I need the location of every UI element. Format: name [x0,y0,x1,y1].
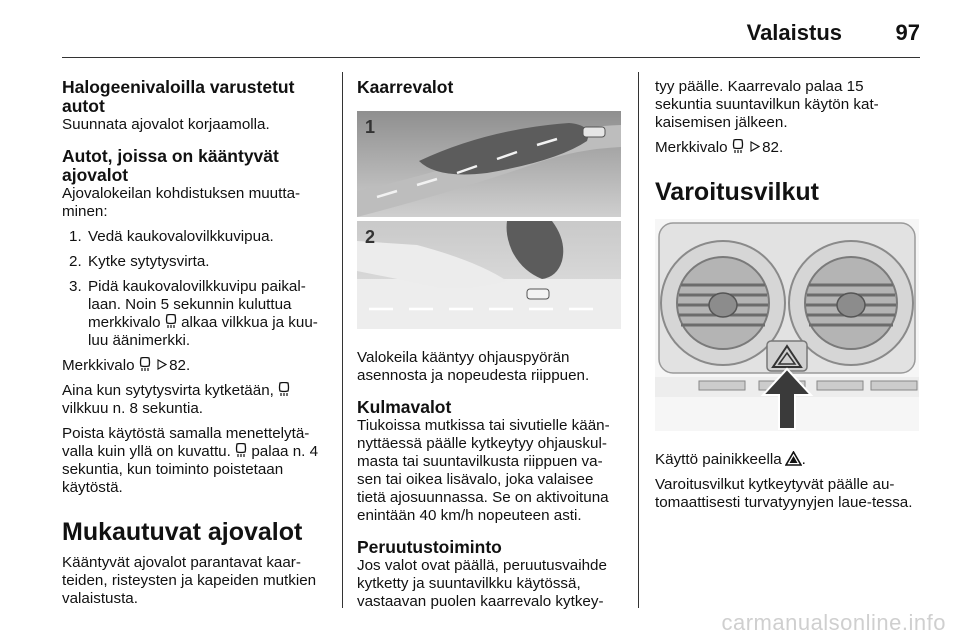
headlamp-warning-icon [165,314,177,329]
hazard-triangle-icon [785,451,802,466]
column-3 [655,78,920,512]
watermark: carmanualsonline.info [721,610,946,635]
page-reference-arrow-icon [750,141,760,152]
headlamp-warning-icon [139,357,151,372]
heading-hazard-lights: Varoitusvilkut [655,178,819,206]
car-icon [583,127,605,137]
heading-halogen: Halogeenivaloilla varustetut autot [62,77,295,116]
section-title: Valaistus [746,20,842,45]
para-ignition: Aina kun sytytysvirta kytketään, vilkkuu n. 8 sekuntia. [62,382,334,418]
para-corner: Tiukoissa mutkissa tai sivutielle kään-nyttäessä päälle kytkeytyy ohjauskul-masta tai suuntavilkusta riippuen va-sen tai oikea lisävalo, joka valaisee tietä ajosuunnassa. Se on aktivoituna enintään 40 km/h nopeuteen asti. [357,417,610,524]
heading-curve-lights: Kaarrevalot [357,77,454,97]
step-item [62,253,334,271]
headlamp-warning-icon [278,382,290,397]
para-indicator: Merkkivalo 82. [655,139,784,156]
column-2 [357,78,623,611]
column-divider-right [638,72,639,608]
heading-reverse-function: Peruutustoiminto [357,537,502,557]
headlamp-warning-icon [732,139,744,154]
road-straight [357,279,621,329]
para-disable: Poista käytöstä samalla menettelytä-valla kuin yllä on kuvattu. palaa n. 4 sekuntia, kun toiminto poistetaan käytöstä. [62,425,319,496]
para-reverse: Jos valot ovat päällä, peruutusvaihde kytketty ja suuntavilkku käytössä, vastaavan puolen kaarrevalo kytkey- [357,557,607,610]
figure-label-1: 1 [365,117,376,137]
para-turning-intro: Ajovalokeilan kohdistuksen muutta-minen: [62,185,301,220]
para-curve: Valokeila kääntyy ohjauspyörän asennosta ja nopeudesta riippuen. [357,349,590,384]
page-reference-arrow-icon [157,359,167,370]
column-1 [62,78,334,608]
page-number: 97 [895,20,920,45]
step-text-a: Pidä kaukovalovilkkuvipu paikal-laan. Noin 5 sekunnin kuluttua merkkivalo [88,278,306,331]
heading-turning-lights: Autot, joissa on kääntyvät ajovalot [62,146,279,185]
figure-label-2: 2 [365,227,376,247]
step-item [62,228,334,246]
steps-list [62,228,334,350]
console-button [871,381,917,390]
hazard-switch-illustration [655,219,919,431]
step-text: Kytke sytytysvirta. [88,253,210,270]
step-number: 3. [69,278,82,295]
para-auto: Varoitusvilkut kytkeytyvät päälle au-tomaattisesti turvatyynyjen laue-tessa. [655,476,913,511]
headlamp-warning-icon [235,443,247,458]
step-text-b: alkaa vilkkua ja kuu-luu äänimerkki. [88,314,318,349]
step-text: Vedä kaukovalovilkkuvipua. [88,228,274,245]
page-header [62,18,920,58]
para-continued: tyy päälle. Kaarrevalo palaa 15 sekuntia suuntavilkun käytön kat-kaisemisen jälkeen. [655,78,879,131]
heading-adaptive-lights: Mukautuvat ajovalot [62,518,303,546]
step-number: 1. [69,228,82,245]
para-operate: Käyttö painikkeella . [655,451,806,468]
para-adaptive: Kääntyvät ajovalot parantavat kaar-teiden, risteysten ja kapeiden mutkien valaistusta. [62,554,317,607]
step-item [62,278,334,350]
para-halogen: Suunnata ajovalot korjaamolla. [62,116,270,133]
car-icon [527,289,549,299]
console-button [817,381,863,390]
column-divider-left [342,72,343,608]
curve-light-illustration [357,111,621,329]
console-button [699,381,745,390]
para-indicator: Merkkivalo 82. [62,357,191,374]
step-number: 2. [69,253,82,270]
heading-corner-lights: Kulmavalot [357,397,452,417]
